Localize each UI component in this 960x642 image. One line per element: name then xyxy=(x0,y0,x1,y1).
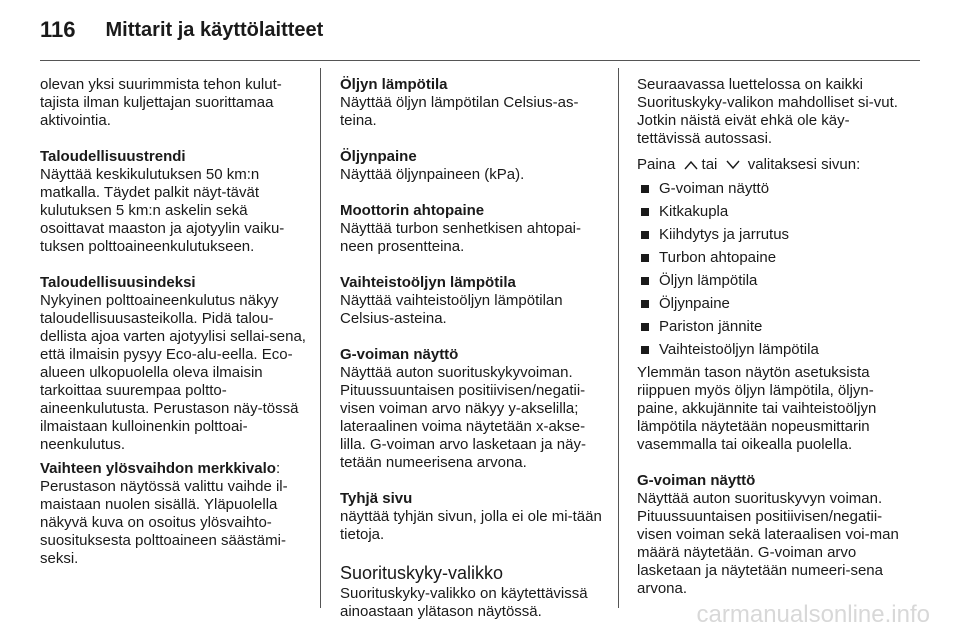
bullet-icon xyxy=(641,208,649,216)
list-item xyxy=(637,226,909,244)
page-list xyxy=(637,180,909,359)
list-item xyxy=(637,341,909,359)
upshift-heading: Vaihteen ylösvaihdon merkkivalo xyxy=(40,460,276,477)
list-item-label: G-voiman näyttö xyxy=(659,180,770,197)
oil-pressure-heading: Öljynpaine xyxy=(340,148,417,165)
performance-menu-body: Suorituskyky-valikko on käytettävissä ainoastaan ylätason näytössä. xyxy=(340,585,588,620)
boost-body: Näyttää turbon senhetkisen ahtopai-neen prosentteina. xyxy=(340,220,581,255)
bullet-icon xyxy=(641,300,649,308)
after-list-paragraph: Ylemmän tason näytön asetuksista riippuen myös öljyn lämpötila, öljyn-paine, akkujännite tai vaihteistoöljyn lämpötila näytetään nopeusmittarin vasemmalla tai oikealla puolella. xyxy=(637,364,877,453)
section-economy-index xyxy=(40,274,310,454)
press-middle: tai xyxy=(701,156,718,173)
bullet-icon xyxy=(641,277,649,285)
page-number: 116 xyxy=(40,17,76,42)
upshift-body: Perustason näytössä valittu vaihde il-maistaan nuolen sisällä. Yläpuolella näkyvä kuva on osoitus ylösvaihto-suosituksesta polttoaineen säästämi-seksi. xyxy=(40,478,288,567)
page-header xyxy=(40,10,323,50)
section-oil-pressure xyxy=(340,148,605,184)
list-item-label: Öljynpaine xyxy=(659,295,730,312)
list-item-label: Öljyn lämpötila xyxy=(659,272,758,289)
economy-index-heading: Taloudellisuusindeksi xyxy=(40,274,196,291)
header-divider xyxy=(40,60,920,61)
column-divider-1 xyxy=(320,68,321,608)
intro-paragraph: olevan yksi suurimmista tehon kulut-tajista ilman kuljettajan suorittamaa aktivointia. xyxy=(40,76,282,129)
list-item xyxy=(637,272,909,290)
list-item-label: Kiihdytys ja jarrutus xyxy=(659,226,790,243)
column-1 xyxy=(40,76,310,586)
chapter-title: Mittarit ja käyttölaitteet xyxy=(105,19,324,41)
section-economy-trend xyxy=(40,148,310,256)
press-instruction xyxy=(637,156,909,174)
list-item xyxy=(637,203,909,221)
column-3 xyxy=(637,76,909,598)
list-item-label: Kitkakupla xyxy=(659,203,729,220)
trans-oil-body: Näyttää vaihteistoöljyn lämpötilan Celsius-asteina. xyxy=(340,292,563,327)
column-divider-2 xyxy=(618,68,619,608)
oil-pressure-body: Näyttää öljynpaineen (kPa). xyxy=(340,166,525,183)
chevron-up-icon xyxy=(684,160,698,170)
section-oil-temp xyxy=(340,76,605,130)
economy-trend-heading: Taloudellisuustrendi xyxy=(40,148,186,165)
boost-heading: Moottorin ahtopaine xyxy=(340,202,485,219)
performance-menu-heading: Suorituskyky-valikko xyxy=(340,563,504,583)
list-item xyxy=(637,180,909,198)
list-item xyxy=(637,318,909,336)
bullet-icon xyxy=(641,346,649,354)
trans-oil-heading: Vaihteistoöljyn lämpötila xyxy=(340,274,516,291)
list-item-label: Vaihteistoöljyn lämpötila xyxy=(659,341,819,358)
section-upshift-indicator xyxy=(40,460,310,568)
press-suffix: valitaksesi sivun: xyxy=(747,156,861,173)
bullet-icon xyxy=(641,231,649,239)
watermark: carmanualsonline.info xyxy=(696,601,930,628)
bullet-icon xyxy=(641,185,649,193)
empty-page-heading: Tyhjä sivu xyxy=(340,490,413,507)
g-force-heading: G-voiman näyttö xyxy=(340,346,459,363)
oil-temp-body: Näyttää öljyn lämpötilan Celsius-as-teina. xyxy=(340,94,579,129)
g-force-body-right: Näyttää auton suorituskyvyn voiman. Pituussuuntaisen positiivisen/negatii-visen voiman sekä lateraalisen voi-man määrä näytetään. G-voiman arvo lasketaan ja näytetään numeeri-sena arvona. xyxy=(637,490,899,597)
column-2 xyxy=(340,76,605,621)
list-item xyxy=(637,249,909,267)
economy-index-body: Nykyinen polttoaineenkulutus näkyy taloudellisuusasteikolla. Pidä talou-dellista ajoa varten ajotyylisi sellai-sena, että ilmaisin pysyy Eco-alu-eella. Eco-alueen ulkopuolella oleva ilmaisin tarkoittaa suurempaa poltto-aineenkulutusta. Perustason näy-tössä ilmaistaan kulloinenkin polttoai-neenkulutus. xyxy=(40,292,306,453)
oil-temp-heading: Öljyn lämpötila xyxy=(340,76,448,93)
empty-page-body: näyttää tyhjän sivun, jolla ei ole mi-tään tietoja. xyxy=(340,508,602,543)
g-force-heading-right: G-voiman näyttö xyxy=(637,472,756,489)
section-trans-oil xyxy=(340,274,605,328)
section-boost xyxy=(340,202,605,256)
list-item-label: Turbon ahtopaine xyxy=(659,249,777,266)
list-intro: Seuraavassa luettelossa on kaikki Suorituskyky-valikon mahdolliset si-vut. Jotkin näistä eivät ehkä ole käy-tettävissä autossasi. xyxy=(637,76,898,147)
section-performance-menu xyxy=(340,562,605,621)
list-item xyxy=(637,295,909,313)
section-g-force xyxy=(340,346,605,472)
bullet-icon xyxy=(641,254,649,262)
upshift-colon: : xyxy=(275,460,281,477)
economy-trend-body: Näyttää keskikulutuksen 50 km:n matkalla. Täydet palkit näyt-tävät kulutuksen 5 km:n askelin sekä osoittavat maaston ja ajotyylin vaiku-tuksen polttoaineenkulutukseen. xyxy=(40,166,285,255)
section-g-force-right xyxy=(637,472,909,598)
section-empty-page xyxy=(340,490,605,544)
g-force-body: Näyttää auton suorituskykyvoiman. Pituussuuntaisen positiivisen/negatii-visen voiman arvo näkyy y-akselilla; lateraalinen voima näytetään x-akse-lilla. G-voiman arvo lasketaan ja näy-tetään numeerisena arvona. xyxy=(340,364,586,471)
bullet-icon xyxy=(641,323,649,331)
list-item-label: Pariston jännite xyxy=(659,318,763,335)
press-prefix: Paina xyxy=(637,156,676,173)
chevron-down-icon xyxy=(726,160,740,170)
